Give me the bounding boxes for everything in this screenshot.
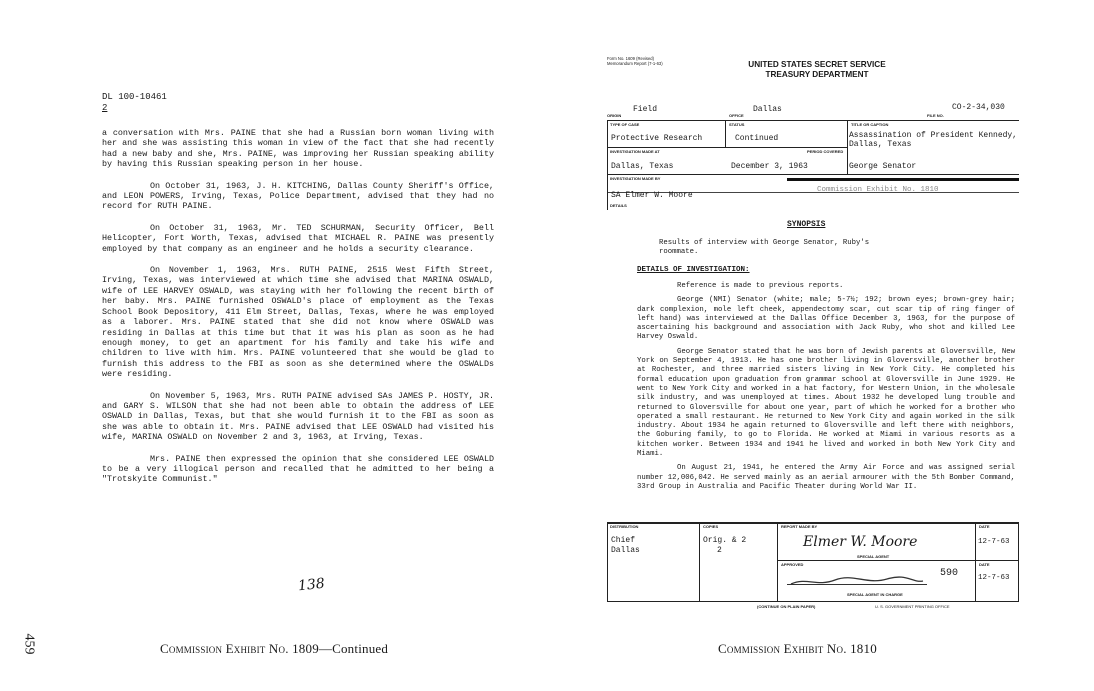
paragraph: On November 1, 1963, Mrs. RUTH PAINE, 2515 West Fifth Street, Irving, Texas, was interviewed at which time she advised that MARINA OSWALD, wife of LEE HARVEY OSWALD, was staying with her following the recent birth of her baby. Mrs. PAINE furnished OSWALD's place of employment as the Texas School Book Depository, 411 Elm Street, Dallas, Texas, where he was employed as a laborer. Mrs. PAINE stated that she did not know where OSWALD was residing in Dallas at this time but that it was his plan as soon as he had enough money, to get an apartment for his family and take his wife and children to live with him. Mrs. PAINE volunteered that she would be glad to furnish this address to the FBI as soon as she determined where the OSWALDs were residing. bbox=[102, 265, 494, 380]
caption-prefix: Commission Exhibit No. bbox=[718, 641, 847, 656]
report-made-by-label: REPORT MADE BY bbox=[781, 524, 818, 529]
gpo-note: U. S. GOVERNMENT PRINTING OFFICE bbox=[875, 604, 950, 609]
date-2: 12-7-63 bbox=[978, 574, 1010, 582]
type-label: TYPE OF CASE bbox=[610, 122, 640, 127]
title-value-1: Assassination of President Kennedy, bbox=[849, 131, 1018, 140]
rule bbox=[777, 560, 1019, 561]
status-value: Continued bbox=[735, 134, 779, 143]
copies-value-2: 2 bbox=[717, 546, 722, 555]
rule bbox=[847, 120, 848, 174]
paragraph: Reference is made to previous reports. bbox=[677, 282, 844, 290]
distribution-value-1: Chief bbox=[611, 536, 636, 545]
office-value: Dallas bbox=[753, 105, 782, 114]
period-value: December 3, 1963 bbox=[731, 162, 808, 171]
copies-value-1: Orig. & 2 bbox=[703, 536, 747, 545]
details-label: DETAILS bbox=[610, 203, 627, 208]
rule bbox=[1018, 522, 1019, 601]
left-file-header bbox=[102, 92, 167, 114]
paragraph: On October 31, 1963, J. H. KITCHING, Dallas County Sheriff's Office, and LEON POWERS, Irving, Texas, Police Department, advised that they had no record for RUTH PAINE. bbox=[102, 180, 494, 212]
agency-name: UNITED STATES SECRET SERVICE bbox=[748, 60, 886, 69]
investigation-at-value: Dallas, Texas bbox=[611, 162, 674, 171]
rule bbox=[607, 120, 608, 210]
title-value-2: Dallas, Texas bbox=[849, 140, 912, 149]
approval-signature-scribble bbox=[787, 575, 927, 587]
approval-signature-line bbox=[787, 574, 927, 585]
agency-header bbox=[737, 60, 897, 80]
title-label: TITLE OR CAPTION bbox=[851, 122, 889, 127]
paragraph: a conversation with Mrs. PAINE that she had a Russian born woman living with her and she was assisting this woman in view of the fact that she had recently had a new baby and she, Mrs. PAINE, was improving her Russian speaking ability by having this Russian speaking person in her house. bbox=[102, 128, 495, 170]
origin-value: Field bbox=[633, 105, 658, 114]
rule bbox=[975, 522, 976, 601]
details-heading: DETAILS OF INVESTIGATION: bbox=[637, 266, 750, 274]
special-agent-label: SPECIAL AGENT bbox=[857, 554, 890, 559]
date-1: 12-7-63 bbox=[978, 538, 1010, 546]
left-body-text bbox=[102, 128, 494, 496]
sac-label: SPECIAL AGENT IN CHARGE bbox=[847, 592, 903, 597]
approved-label: APPROVED bbox=[781, 562, 804, 567]
report-body bbox=[637, 282, 1015, 497]
rule bbox=[777, 522, 778, 601]
title-value-3: George Senator bbox=[849, 162, 917, 171]
file-number: DL 100-10461 bbox=[102, 92, 167, 102]
period-label: PERIOD COVERED bbox=[807, 149, 844, 154]
rule bbox=[787, 178, 1019, 181]
investigated-by-label: INVESTIGATION MADE BY bbox=[610, 176, 661, 181]
page-marker: 2 bbox=[102, 103, 108, 113]
investigated-by-value: SA Elmer W. Moore bbox=[611, 191, 693, 200]
copies-label: COPIES bbox=[703, 524, 719, 529]
paragraph: On November 5, 1963, Mrs. RUTH PAINE advised SAs JAMES P. HOSTY, JR. and GARY S. WILSON that she had not been able to obtain the address of LEE OSWALD in Dallas, Texas, but that she would furnish it to the FBI as soon as she was able to obtain it. Mrs. PAINE advised that LEE OSWALD had visited his wife, MARINA OSWALD on November 2 and 3, 1963, at Irving, Texas. bbox=[102, 390, 494, 443]
right-exhibit-caption bbox=[718, 641, 877, 657]
paragraph: George Senator stated that he was born of Jewish parents at Gloversville, New York on September 4, 1913. He has one brother living in Gloversville, another brother at Rochester, and three married sisters living in New York City. He completed his formal education upon graduation from grammar school at Gloversville in June 1929. He went to New York City and worked in a hat factory, for Western Union, in the wholesale silk industry, and was unemployed at times. About 1932 he developed lung trouble and returned to Gloversville for about one year, part of which he worked for a brother who operated a small restaurant. He returned to New York City and again worked in the silk industry. About 1934 he again returned to Gloversville and left there with neighbors, the Goburing family, to go to Florida. He worked at Miami in various resorts as a kitchen worker. Between 1934 and 1941 he lived and worked in both New York City and Miami. bbox=[637, 347, 1015, 459]
origin-label: ORIGIN bbox=[607, 113, 622, 118]
rule bbox=[607, 601, 1019, 602]
status-label: STATUS bbox=[729, 122, 745, 127]
synopsis-text: Results of interview with George Senator, Ruby's roommate. bbox=[659, 239, 870, 256]
distribution-value-2: Dallas bbox=[611, 546, 640, 555]
rule bbox=[607, 147, 847, 148]
distribution-label: DISTRIBUTION bbox=[610, 524, 639, 529]
caption-prefix: Commission Exhibit No. bbox=[160, 641, 289, 656]
date-label-2: DATE bbox=[979, 562, 990, 567]
rule bbox=[607, 522, 608, 601]
department-name: TREASURY DEPARTMENT bbox=[765, 70, 869, 79]
office-label: OFFICE bbox=[729, 113, 744, 118]
paragraph: On August 21, 1941, he entered the Army Air Force and was assigned serial number 12,006,042. He served mainly as an aerial armourer with the 5th Bomber Command, 33rd Group in Australia and Pacific Theater during World War II. bbox=[637, 464, 1015, 491]
file-no-label: FILE NO. bbox=[927, 113, 944, 118]
caption-number: 1809—Continued bbox=[292, 641, 389, 656]
left-exhibit-caption bbox=[160, 641, 388, 657]
page-number: 459 bbox=[21, 633, 37, 655]
paragraph: George (NMI) Senator (white; male; 5-7½; 192; brown eyes; brown-grey hair; dark complexion, mole left cheek, appendectomy scar, cut scar tip of ring finger of left hand) was interviewed at the Dallas Office December 3, 1963, for the purpose of ascertaining his background and association with Jack Ruby, who shot and killed Lee Harvey Oswald. bbox=[637, 296, 1015, 342]
exhibit-stamp: Commission Exhibit No. 1810 bbox=[817, 186, 939, 194]
rule bbox=[725, 120, 726, 147]
file-no-value: CO-2-34,030 bbox=[952, 103, 1005, 112]
paragraph: On October 31, 1963, Mr. TED SCHURMAN, Security Officer, Bell Helicopter, Fort Worth, Texas, advised that MICHAEL R. PAINE was presently employed by that company as an engineer and he holds a security clearance. bbox=[102, 222, 494, 254]
handwritten-number: 138 bbox=[297, 575, 326, 595]
caption-number: 1810 bbox=[850, 641, 877, 656]
type-value: Protective Research bbox=[611, 134, 703, 143]
date-label: DATE bbox=[979, 524, 990, 529]
rule bbox=[607, 120, 1019, 121]
continue-note: (CONTINUE ON PLAIN PAPER) bbox=[757, 604, 816, 609]
rule bbox=[699, 522, 700, 601]
secret-service-report-form bbox=[607, 52, 1019, 612]
form-number: Form No. 1609 (Revised) Memorandum Report (7-1-63) bbox=[607, 56, 663, 66]
rule bbox=[607, 174, 1019, 175]
paragraph: Mrs. PAINE then expressed the opinion that she considered LEE OSWALD to be a very illogical person and recalled that he admitted to her being a "Trotskyite Communist." bbox=[102, 453, 494, 485]
investigation-at-label: INVESTIGATION MADE AT bbox=[610, 149, 660, 154]
synopsis-heading: SYNOPSIS bbox=[787, 220, 826, 229]
signature-moore: Elmer W. Moore bbox=[803, 534, 918, 550]
approved-number: 590 bbox=[940, 568, 959, 579]
